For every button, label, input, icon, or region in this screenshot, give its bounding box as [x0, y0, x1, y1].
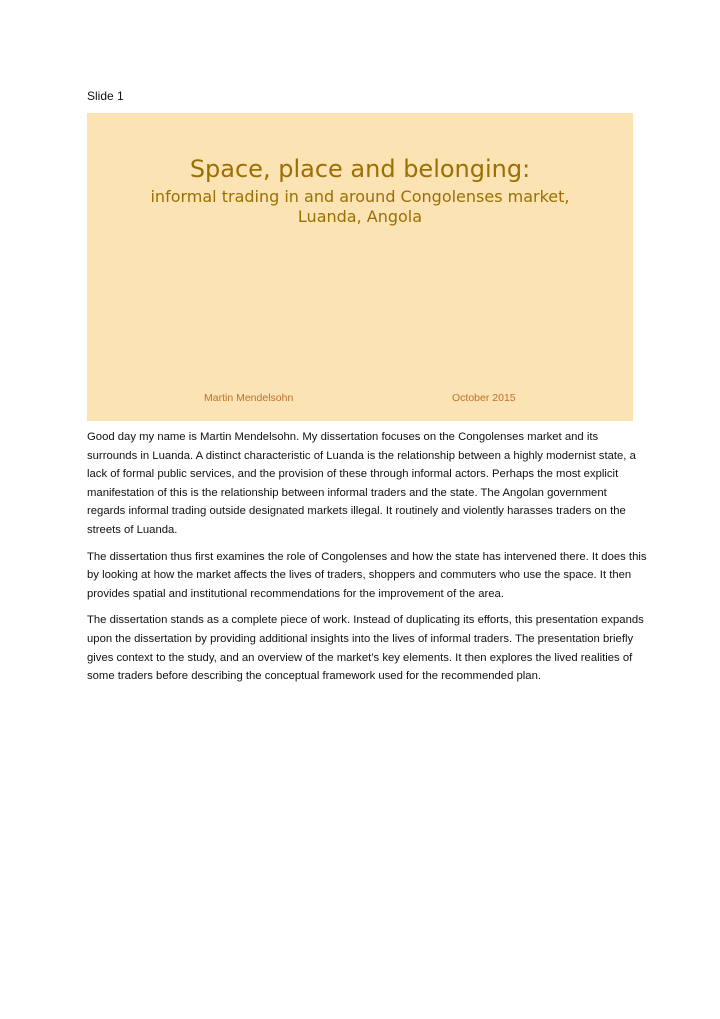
slide-thumbnail — [87, 113, 633, 421]
notes-paragraph-2: The dissertation thus first examines the role of Congolenses and how the state has intervened there. It does this by looking at how the market affects the lives of traders, shoppers and commuters who use the space. It then provides spatial and institutional recommendations for the improvement of the area. — [87, 550, 647, 600]
slide-date: October 2015 — [452, 392, 516, 404]
slide-number-label: Slide 1 — [87, 89, 124, 103]
slide-title: Space, place and belonging: — [189, 155, 531, 183]
notes-paragraph-1: Good day my name is Martin Mendelsohn. My dissertation focuses on the Congolenses market and its surrounds in Luanda. A distinct characteristic of Luanda is the relationship between a highly modernist state, a lack of formal public services, and the provision of these through informal actors. Perhaps the most explicit manifestation of this is the relationship between informal traders and the state. The Angolan government regards informal trading outside designated markets illegal. It routinely and violently harasses traders on the streets of Luanda. — [87, 431, 636, 536]
speaker-notes — [87, 428, 647, 694]
slide-subtitle: informal trading in and around Congolenses market, Luanda, Angola — [150, 187, 570, 226]
notes-paragraph-3: The dissertation stands as a complete piece of work. Instead of duplicating its efforts, this presentation expands upon the dissertation by providing additional insights into the lives of informal traders. The presentation briefly gives context to the study, and an overview of the market’s key elements. It then explores the lived realities of some traders before describing the conceptual framework used for the recommended plan. — [87, 614, 644, 683]
slide-author: Martin Mendelsohn — [204, 392, 294, 404]
